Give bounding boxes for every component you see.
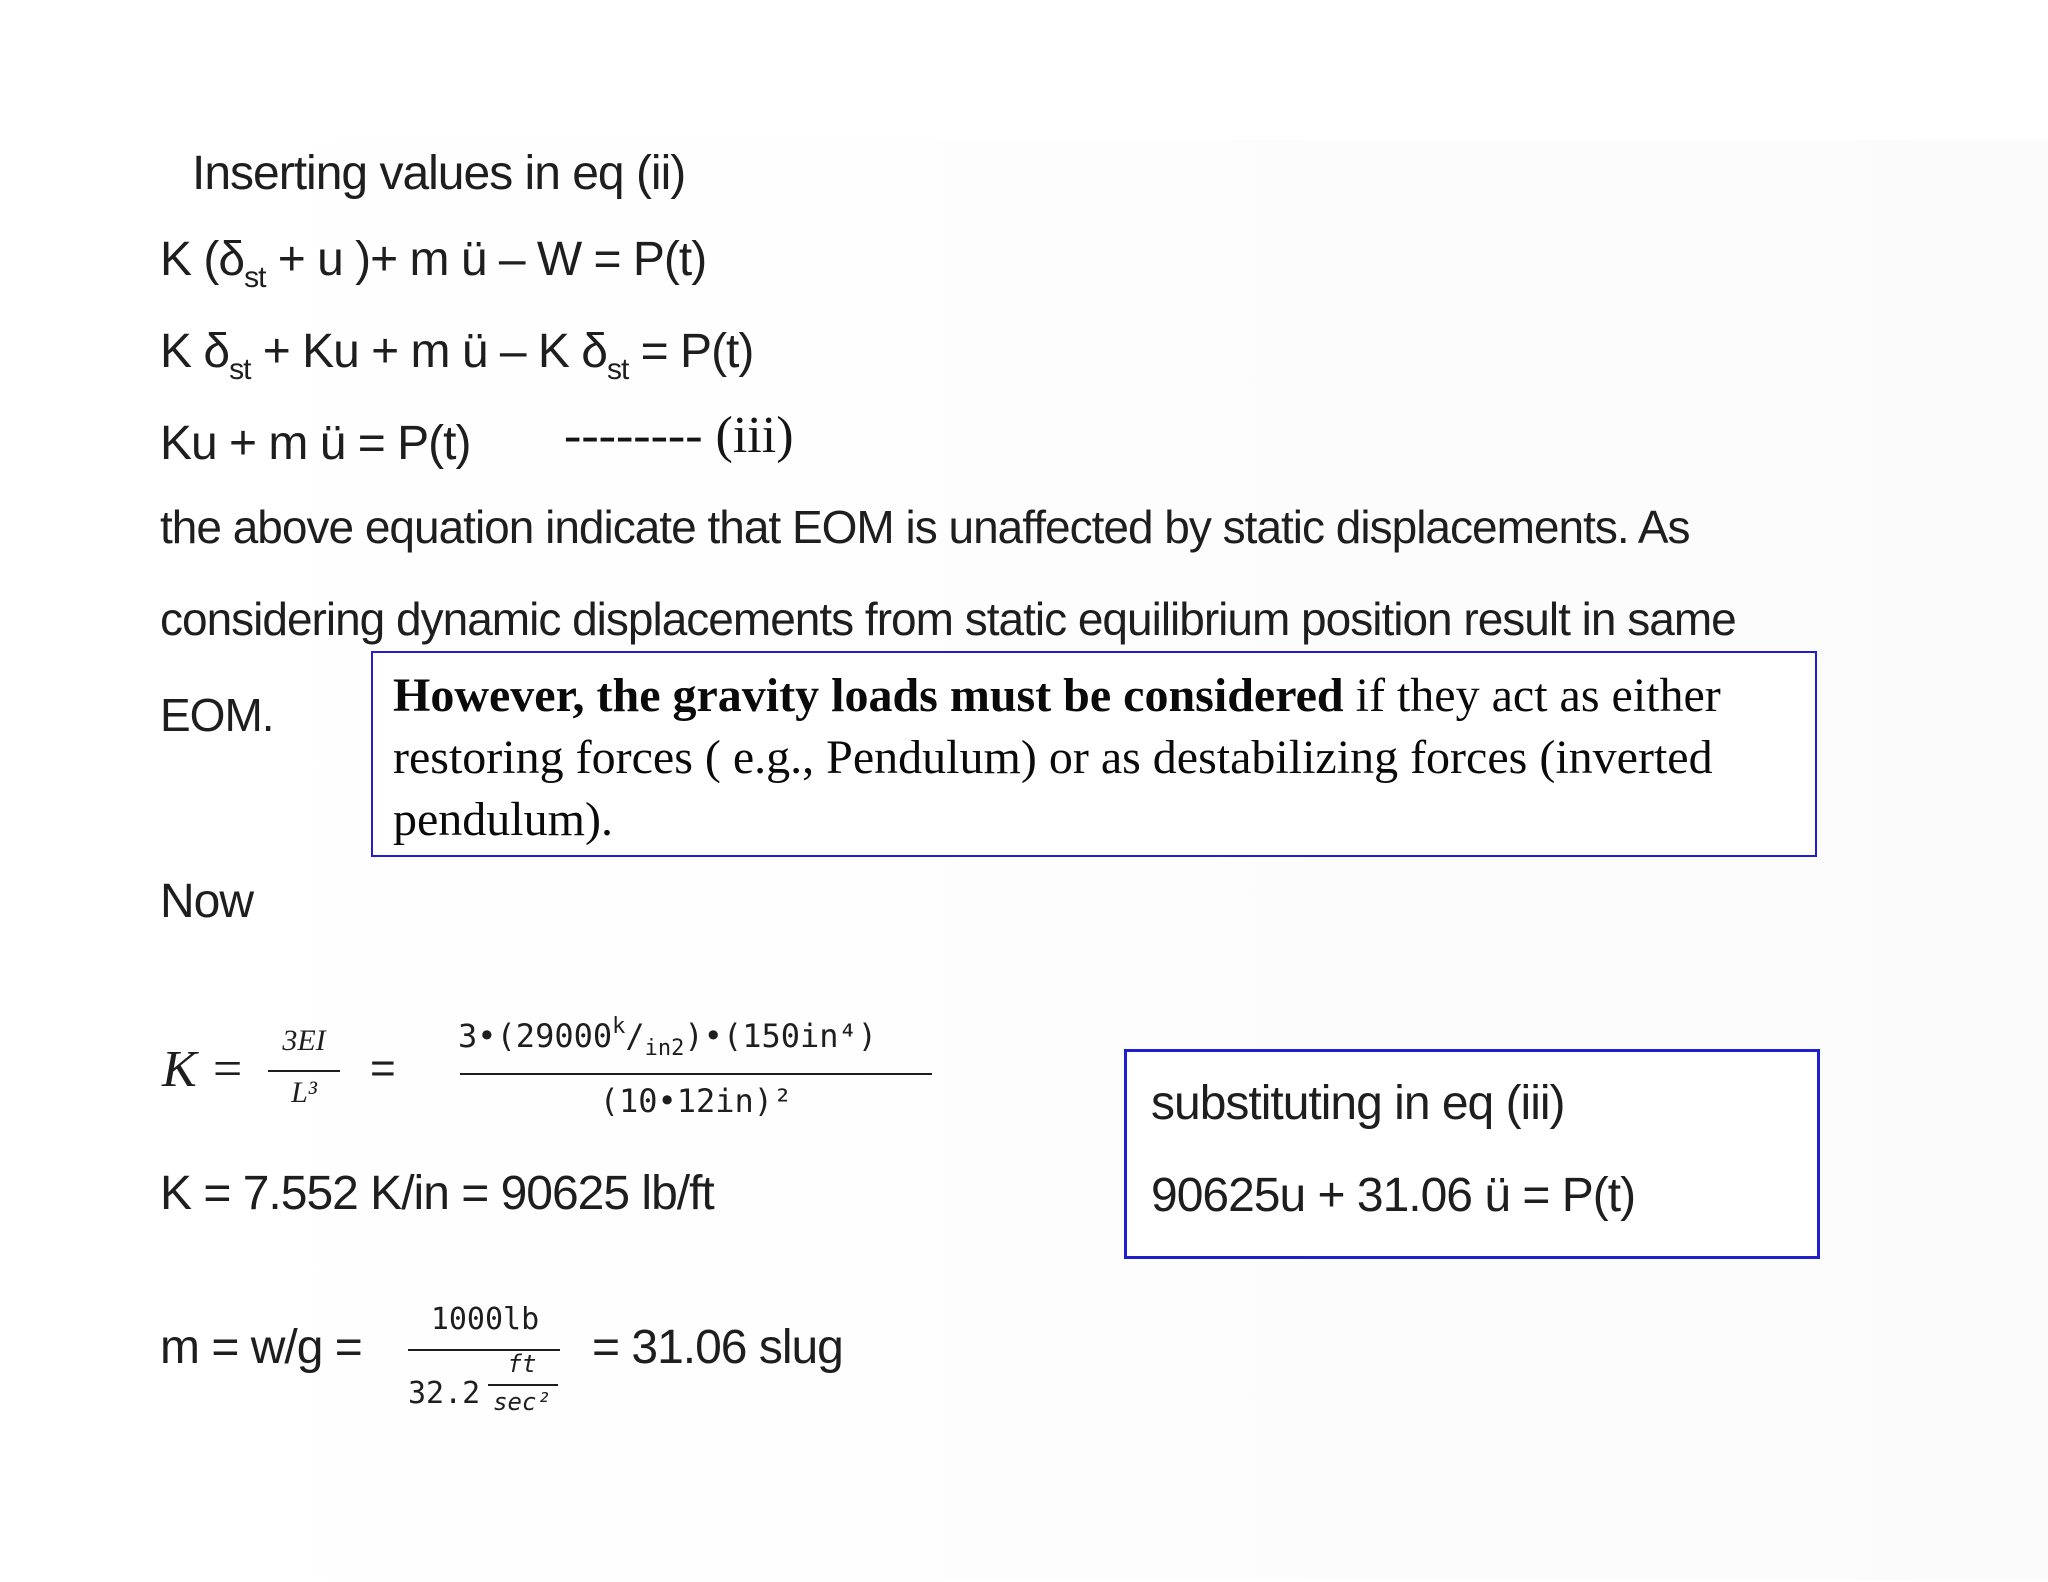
heading: Inserting values in eq (ii) (192, 147, 686, 200)
m-fraction-numerator: 1000lb (430, 1302, 540, 1337)
paragraph-line-3: EOM. (160, 689, 274, 741)
result-line-2: 90625u + 31.06 ü = P(t) (1151, 1169, 1636, 1222)
k-denominator-expression: (10•12in)² (599, 1082, 793, 1120)
m-inner-numerator: ft (507, 1350, 537, 1378)
k-fraction-bar (268, 1070, 340, 1072)
k-main-fraction-bar (460, 1073, 932, 1075)
callout-text (393, 665, 1803, 851)
m-inner-fraction-bar (488, 1384, 558, 1386)
m-result: = 31.06 slug (592, 1321, 843, 1374)
paragraph-line-2: considering dynamic displacements from static equilibrium position result in same (160, 593, 1736, 645)
k-fraction-numerator: 3EI (282, 1024, 326, 1057)
callout-rest-text: if they act as either restoring forces ( e.g., Pendulum) or as destabilizing forces (inverted pendulum). (393, 669, 1721, 846)
callout-bold-text: However, the gravity loads must be considered (393, 669, 1344, 722)
equation-3: Ku + m ü = P(t) (160, 417, 471, 470)
gravity-loads-callout (371, 651, 1817, 857)
paragraph-line-1: the above equation indicate that EOM is unaffected by static displacements. As (160, 501, 1690, 553)
k-fraction-denominator: L³ (291, 1076, 317, 1109)
k-lhs: K = (162, 1041, 245, 1098)
m-denominator-value: 32.2 (408, 1376, 481, 1411)
equation-2: K $\delta_{st} + Ku + m$ ü – K $\delta_{st} = P(t)$ (160, 325, 754, 386)
substitution-result-box (1124, 1049, 1820, 1259)
k-value: K = 7.552 K/in = 90625 lb/ft (160, 1167, 714, 1220)
m-inner-denominator: sec² (493, 1388, 551, 1416)
result-line-1: substituting in eq (iii) (1151, 1077, 1565, 1130)
k-numerator-expression: $3•(29000^k/_{in2})•(150in^4)$ (458, 1014, 878, 1061)
equation-3-label: -------- (iii) (564, 407, 794, 464)
k-equals: = (370, 1044, 396, 1093)
m-lhs: m = w/g = (160, 1321, 362, 1374)
equation-1: K ($\delta_{st} + u$ )+ m ü – W = P(t) (160, 233, 707, 294)
now-label: Now (160, 875, 254, 928)
